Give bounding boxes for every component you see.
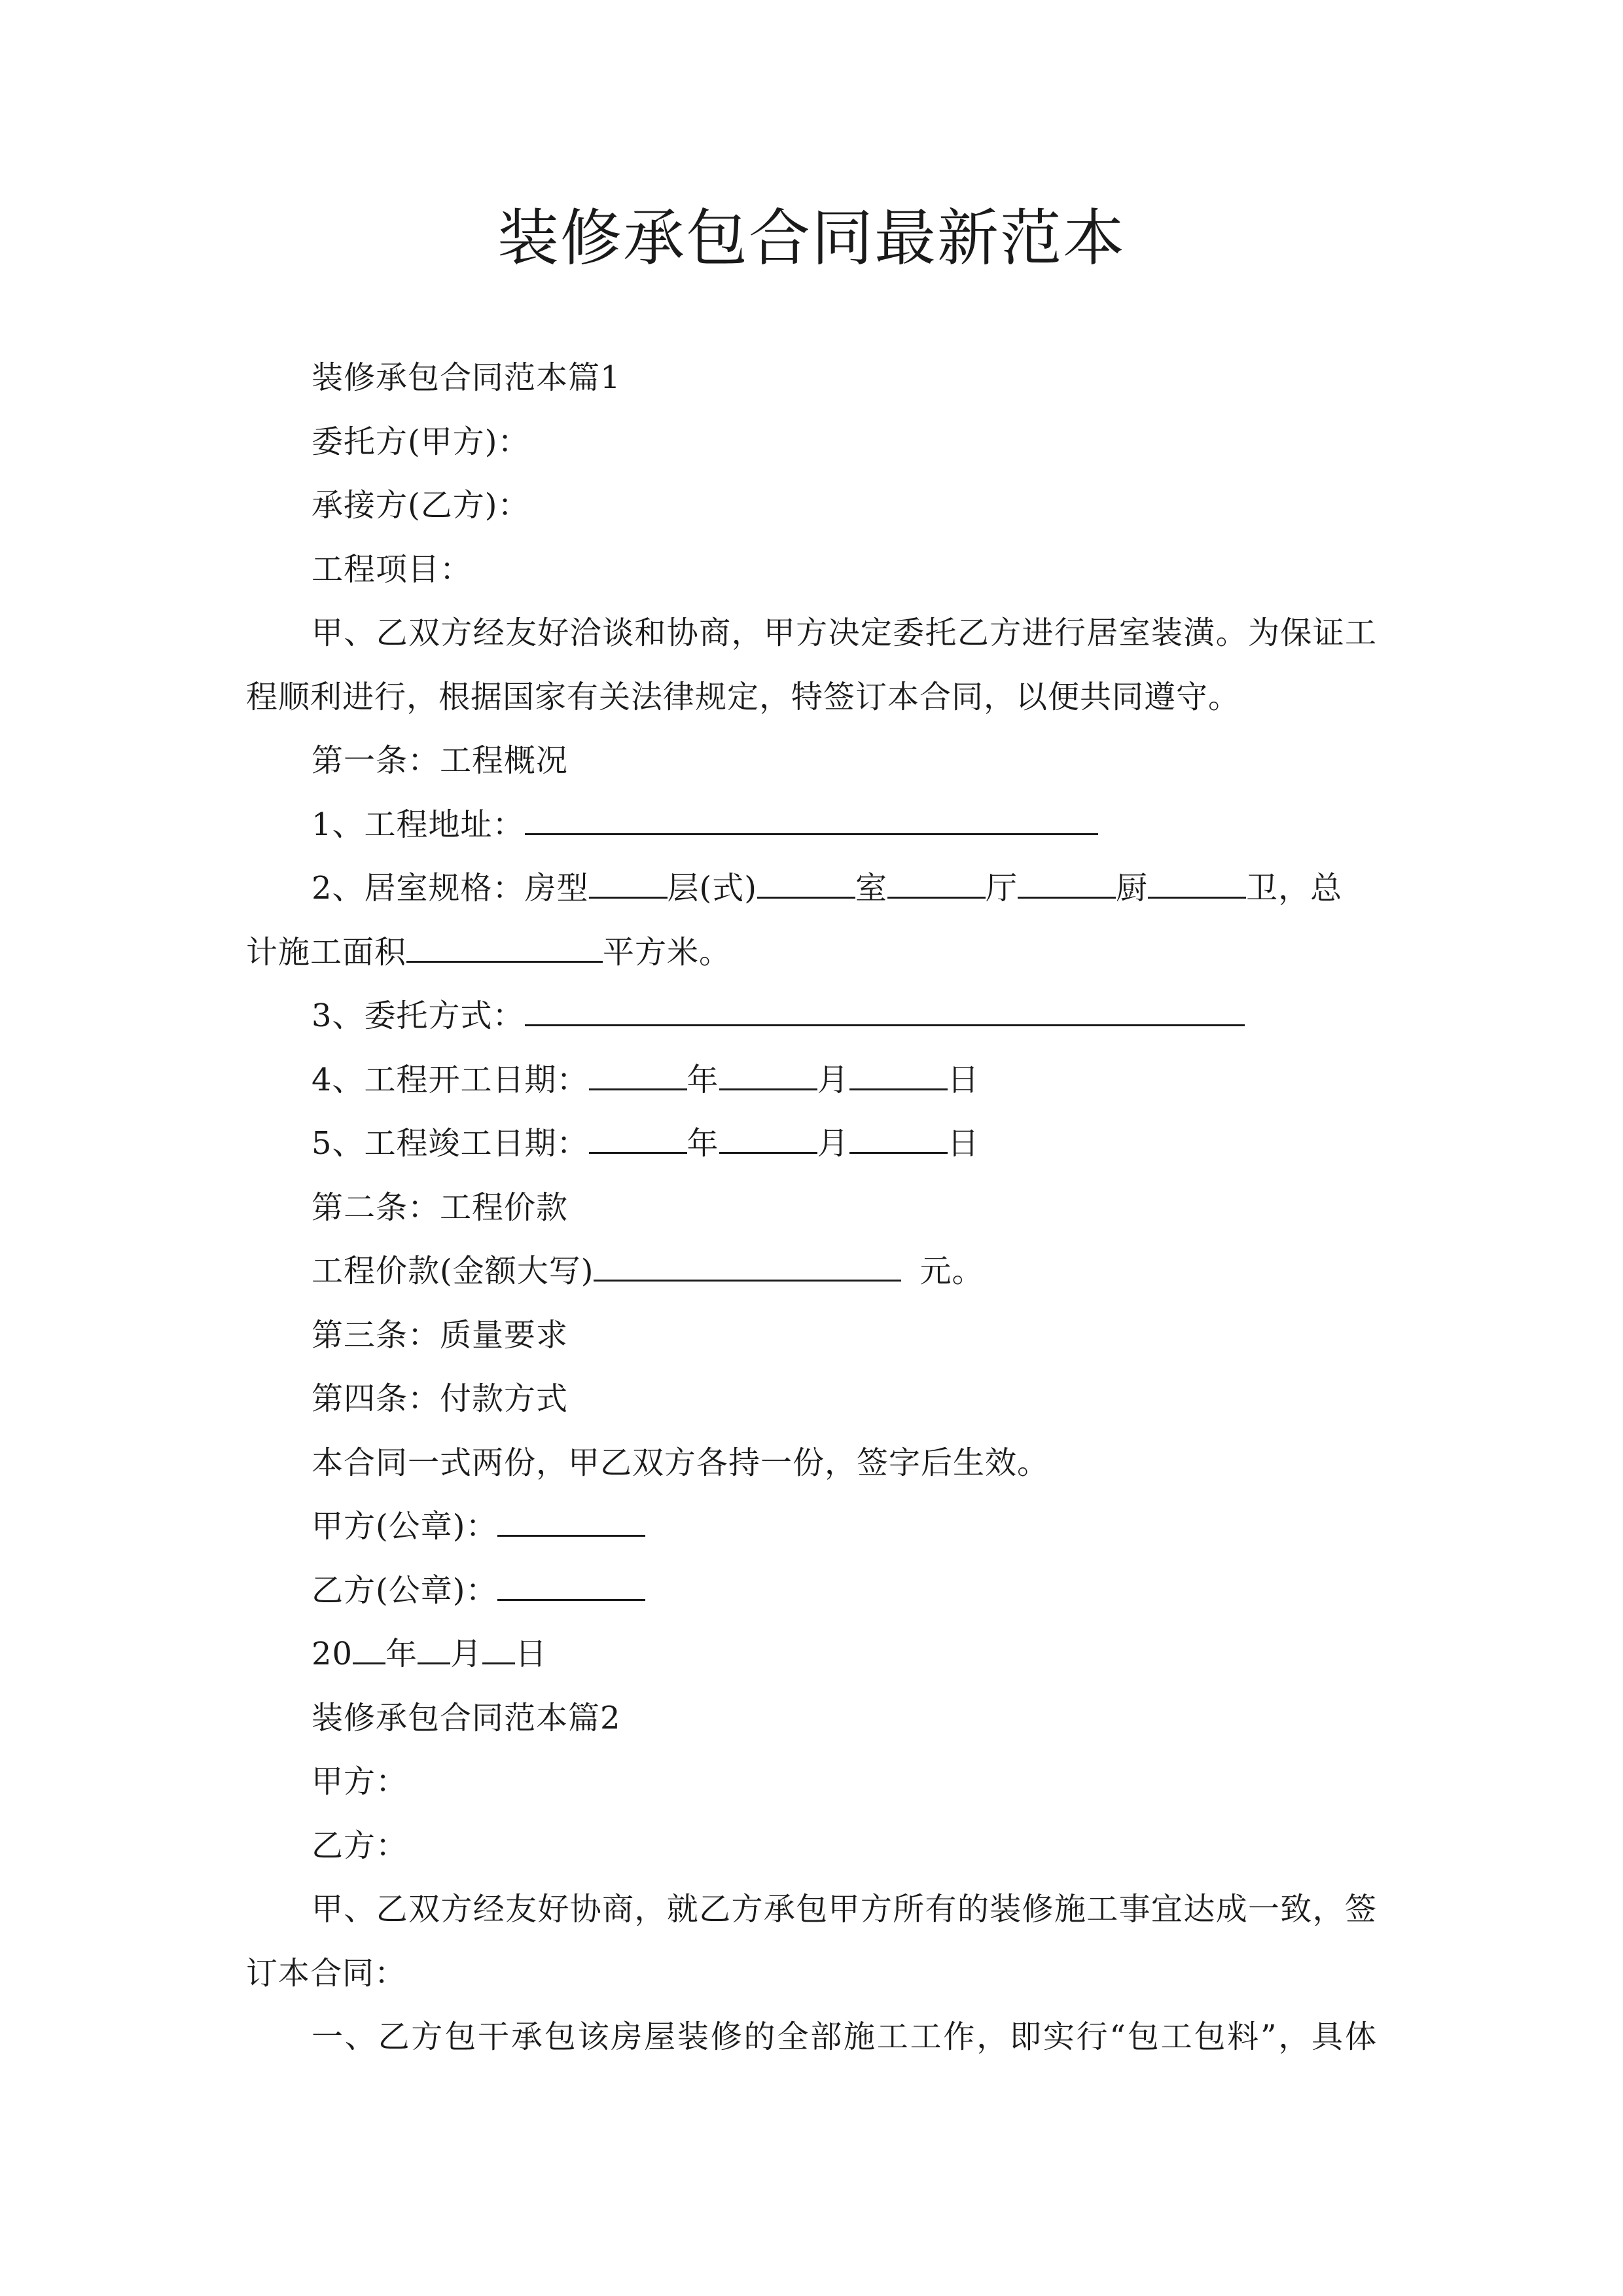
room-label: 室 [855,870,888,906]
section-heading-1: 装修承包合同范本篇1 [312,359,621,396]
document-title: 装修承包合同最新范本 [497,203,1126,274]
party-a-seal-line [246,1503,1377,1549]
article-1-heading: 第一条：工程概况 [312,742,569,779]
day-label: 日 [947,1062,980,1098]
year-label: 年 [687,1125,719,1162]
party-b-seal-label: 乙方(公章)： [312,1572,498,1609]
blank [849,1060,948,1090]
blank [719,1123,817,1154]
year-label: 年 [687,1062,719,1098]
blank [1018,868,1116,899]
article-2-heading: 第二条：工程价款 [312,1189,569,1226]
blank [887,868,986,899]
hall-label: 厅 [986,870,1018,906]
client-line: 委托方(甲方)： [312,423,530,460]
area-line [246,929,1377,975]
party-b-line: 乙方： [312,1827,408,1864]
price-label: 工程价款(金额大写) [312,1253,594,1289]
article-3-heading: 第三条：质量要求 [312,1317,569,1354]
p2-item-1-line: 一、乙方包干承包该房屋装修的全部施工工作，即实行“包工包料”，具体 [312,2018,1377,2055]
blank [589,1123,687,1154]
copies-statement: 本合同一式两份，甲乙双方各持一份，签字后生效。 [312,1444,1050,1481]
party-b-seal-blank [497,1570,645,1601]
address-label: 1、工程地址： [312,806,525,843]
blank [418,1634,450,1664]
project-line: 工程项目： [312,551,473,588]
room-spec-label: 2、居室规格：房型 [312,870,589,906]
area-unit: 平方米。 [603,934,732,971]
article-4-heading: 第四条：付款方式 [312,1380,569,1417]
method-label: 3、委托方式： [312,997,525,1034]
kitchen-label: 厨 [1116,870,1149,906]
month-label: 月 [817,1125,849,1162]
day-label: 日 [515,1636,548,1672]
month-label: 月 [450,1636,483,1672]
section-heading-2: 装修承包合同范本篇2 [312,1700,621,1736]
party-b-seal-line [246,1568,1377,1613]
floor-label: 层(式) [667,870,758,906]
year-prefix: 20 [312,1636,353,1672]
end-date-label: 5、工程竣工日期： [312,1125,589,1162]
blank [849,1123,948,1154]
intro-paragraph-line-1: 甲、乙双方经友好洽谈和协商，甲方决定委托乙方进行居室装潢。为保证工 [312,615,1377,651]
address-line [246,802,1377,848]
party-a-seal-label: 甲方(公章)： [312,1508,498,1545]
area-label: 计施工面积 [246,934,407,971]
blank [353,1634,385,1664]
method-line [246,993,1377,1039]
day-label: 日 [947,1125,980,1162]
party-a-seal-blank [497,1506,645,1537]
start-date-label: 4、工程开工日期： [312,1062,589,1098]
sign-date-line [246,1631,1377,1677]
bath-label: 卫，总 [1246,870,1343,906]
method-blank [525,996,1245,1026]
room-spec-line [246,865,1377,911]
start-date-line [246,1057,1377,1103]
blank [719,1060,817,1090]
year-label: 年 [385,1636,418,1672]
price-unit: 元。 [919,1253,984,1289]
intro-paragraph-line-2: 程顺利进行，根据国家有关法律规定，特签订本合同，以便共同遵守。 [246,679,1241,715]
end-date-line [246,1121,1377,1166]
price-blank [594,1251,901,1282]
p2-intro-line-1: 甲、乙双方经友好协商，就乙方承包甲方所有的装修施工事宜达成一致，签 [312,1891,1377,1928]
contractor-line: 承接方(乙方)： [312,487,530,524]
address-blank [525,804,1098,835]
area-blank [406,932,603,963]
p2-intro-line-2: 订本合同： [246,1955,407,1992]
blank [589,868,668,899]
party-a-line: 甲方： [312,1763,408,1800]
blank [589,1060,687,1090]
blank [757,868,855,899]
blank [1148,868,1246,899]
blank [482,1634,515,1664]
month-label: 月 [817,1062,849,1098]
price-line [246,1248,1377,1294]
